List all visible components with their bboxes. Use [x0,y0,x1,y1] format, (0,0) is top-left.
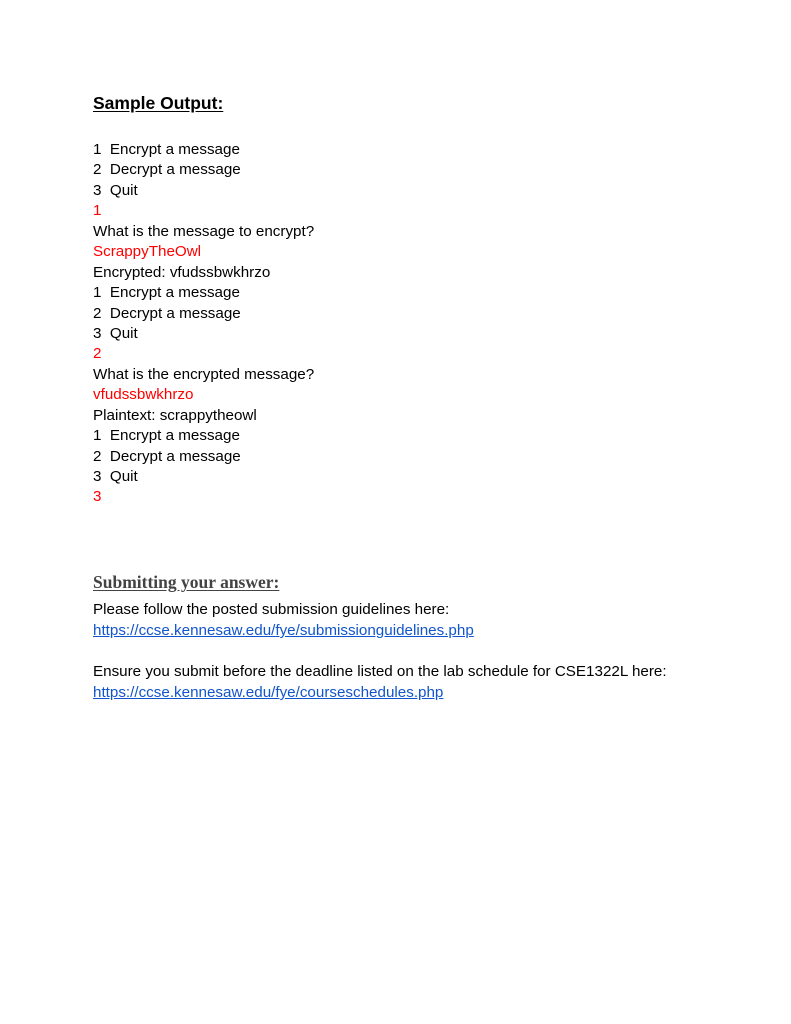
submission-guidelines-text: Please follow the posted submission guidelines here: [93,601,450,618]
output-line: ScrappyTheOwl [93,243,202,261]
output-line: 3 [93,488,102,506]
output-line: 1 Encrypt a message [93,427,240,445]
course-schedules-link[interactable]: https://ccse.kennesaw.edu/fye/courseschedules.php [93,684,444,701]
output-line: 2 Decrypt a message [93,161,241,179]
output-line: 2 Decrypt a message [93,447,241,465]
sample-output-block [93,140,314,508]
output-line: Encrypted: vfudssbwkhrzo [93,263,271,281]
output-line: 2 Decrypt a message [93,304,241,322]
output-line: vfudssbwkhrzo [93,386,194,404]
output-line: 3 Quit [93,324,138,342]
output-line: 1 Encrypt a message [93,141,240,158]
submitting-answer-heading: Submitting your answer: [93,572,280,592]
deadline-text: Ensure you submit before the deadline listed on the lab schedule for CSE1322L here: [93,663,667,680]
output-line: 3 Quit [93,468,138,485]
submission-guidelines-paragraph [93,599,474,641]
output-line: Plaintext: scrappytheowl [93,406,257,424]
sample-output-heading: Sample Output: [93,93,224,113]
output-line: 3 Quit [93,181,138,199]
output-line: 1 [93,202,102,220]
submission-guidelines-link[interactable]: https://ccse.kennesaw.edu/fye/submissionguidelines.php [93,622,474,639]
output-line: What is the encrypted message? [93,365,315,383]
output-line: 1 Encrypt a message [93,284,240,302]
output-line: What is the message to encrypt? [93,222,315,240]
deadline-paragraph [93,661,667,703]
output-line: 2 [93,345,102,363]
